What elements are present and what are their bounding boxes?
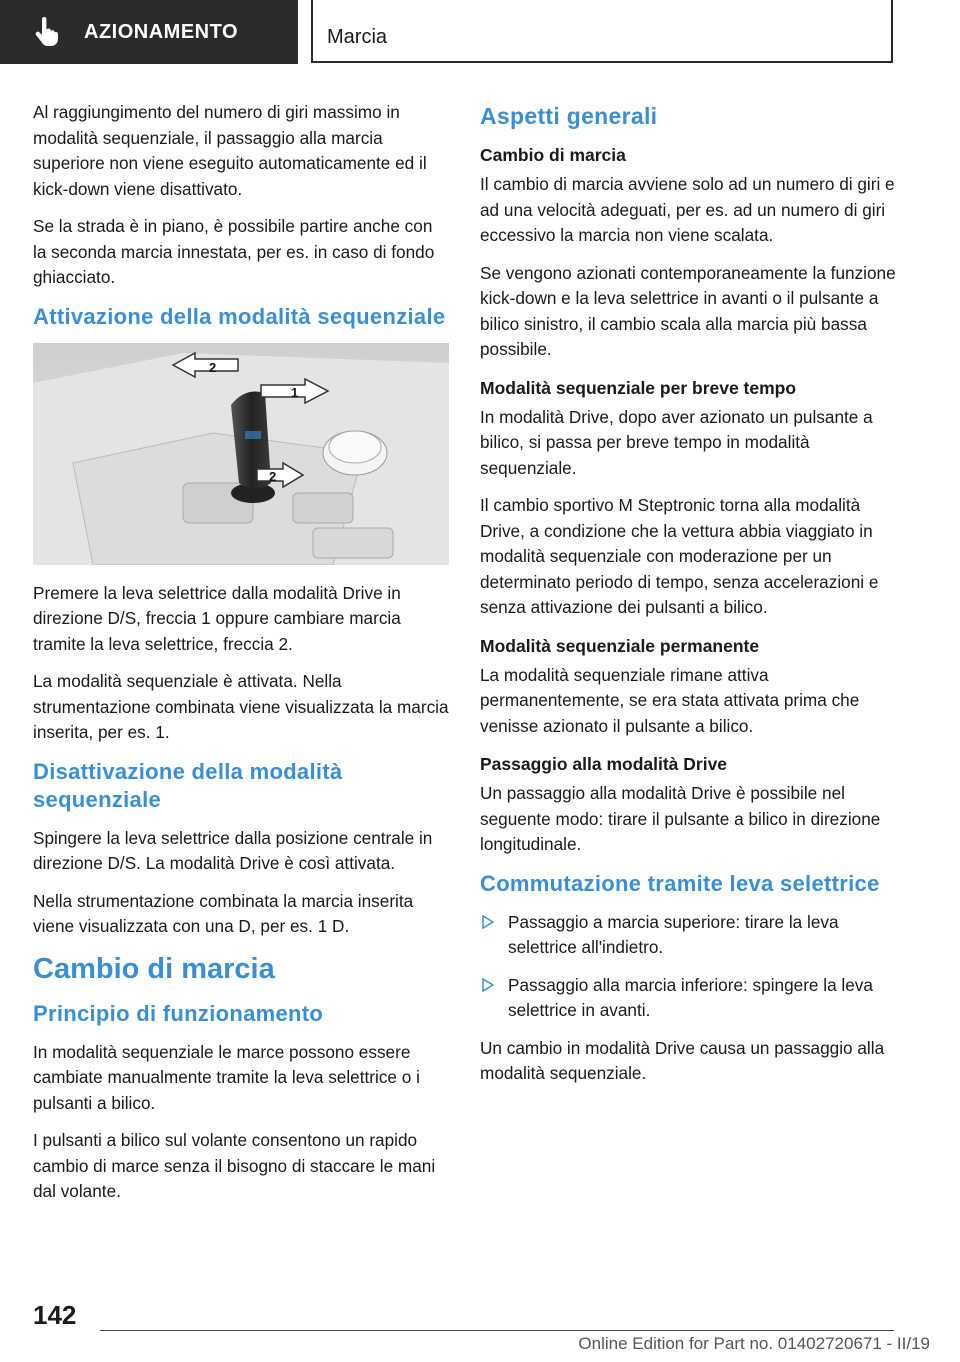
subheading-permanente: Modalità sequenziale permanente <box>480 635 760 656</box>
heading-principio: Principio di funzionamento <box>33 1000 324 1026</box>
hand-pointer-icon <box>26 12 66 52</box>
paragraph: Nella strumentazione combinata la marcia inserita viene visualizzata con una D, per es. 1 D. <box>33 890 414 936</box>
paragraph: In modalità sequenziale le marce possono essere cambiate manualmente tramite la leva selettrice o i pulsanti a bilico. <box>33 1041 420 1113</box>
subheading-breve-tempo: Modalità sequenziale per breve tempo <box>480 377 797 398</box>
subheading-cambio-marcia: Cambio di marcia <box>480 145 626 165</box>
paragraph: Spingere la leva selettrice dalla posizione centrale in direzione D/S. La modalità Drive è così attivata. <box>33 827 433 873</box>
heading-commutazione: Commutazione tramite leva selettrice <box>480 870 880 896</box>
footer-divider <box>100 1330 894 1331</box>
right-column <box>480 100 896 1099</box>
chapter-tab <box>0 0 298 64</box>
edition-note: Online Edition for Part no. 01402720671 - II/19 <box>578 1334 930 1353</box>
figure-label-1: 1 <box>291 384 299 400</box>
triangle-bullet-icon <box>482 915 494 929</box>
figure-label-2: 2 <box>209 359 217 375</box>
paragraph: Un cambio in modalità Drive causa un passaggio alla modalità sequenziale. <box>480 1037 885 1083</box>
list-item <box>480 973 896 1024</box>
bullet-list <box>480 910 896 1024</box>
paragraph: Al raggiungimento del numero di giri massimo in modalità sequenziale, il passaggio alla marcia superiore non viene eseguito automaticamente ed il kick-down viene disattivato. <box>33 102 427 199</box>
section-title: Marcia <box>327 26 388 48</box>
left-column <box>33 100 449 1217</box>
heading-cambio-di-marcia: Cambio di marcia <box>33 952 275 985</box>
gear-selector-illustration <box>33 343 449 565</box>
section-header <box>311 0 893 63</box>
paragraph: Se vengono azionati contemporaneamente la funzione kick-down e la leva selettrice in avanti o il pulsante a bilico sinistro, il cambio scala alla marcia più bassa possibile. <box>480 262 896 359</box>
paragraph: Un passaggio alla modalità Drive è possibile nel seguente modo: tirare il pulsante a bilico in direzione longitudinale. <box>480 783 881 854</box>
triangle-bullet-icon <box>482 978 494 992</box>
paragraph: Premere la leva selettrice dalla modalità Drive in direzione D/S, freccia 1 oppure cambiare marcia tramite la leva selettrice, freccia 2. <box>33 582 401 654</box>
list-item <box>480 910 896 961</box>
paragraph: Il cambio sportivo M Steptronic torna alla modalità Drive, a condizione che la vettura abbia viaggiato in modalità sequenziale con moderazione per un determinato periodo di tempo, senza accelerazioni e senza attivazione dei pulsanti a bilico. <box>480 495 879 617</box>
list-item-text: Passaggio a marcia superiore: tirare la leva selettrice all'indietro. <box>508 911 839 957</box>
paragraph: I pulsanti a bilico sul volante consentono un rapido cambio di marce senza il bisogno di staccare le mani dal volante. <box>33 1130 436 1201</box>
paragraph: La modalità sequenziale rimane attiva permanentemente, se era stata attivata prima che venisse azionato il pulsante a bilico. <box>480 664 860 736</box>
paragraph: La modalità sequenziale è attivata. Nella strumentazione combinata viene visualizzata la marcia inserita, per es. 1. <box>33 671 449 742</box>
subheading-passaggio-drive: Passaggio alla modalità Drive <box>480 754 728 774</box>
paragraph: Il cambio di marcia avviene solo ad un numero di giri e ad una velocità adeguati, per es. ad un numero di giri eccessivo la marcia non viene scalata. <box>480 174 895 245</box>
paragraph: Se la strada è in piano, è possibile partire anche con la seconda marcia innestata, per es. in caso di fondo ghiacciato. <box>33 216 435 287</box>
page-number: 142 <box>33 1300 77 1330</box>
figure-label-2: 2 <box>269 468 277 484</box>
paragraph: In modalità Drive, dopo aver azionato un pulsante a bilico, si passa per breve tempo in modalità sequenziale. <box>480 406 873 478</box>
heading-attivazione: Attivazione della modalità sequenziale <box>33 303 446 329</box>
list-item-text: Passaggio alla marcia inferiore: spingere la leva selettrice in avanti. <box>508 974 873 1020</box>
chapter-title: AZIONAMENTO <box>84 20 239 43</box>
heading-aspetti-generali: Aspetti generali <box>480 103 658 129</box>
heading-disattivazione: Disattivazione della modalità sequenziale <box>33 758 343 812</box>
